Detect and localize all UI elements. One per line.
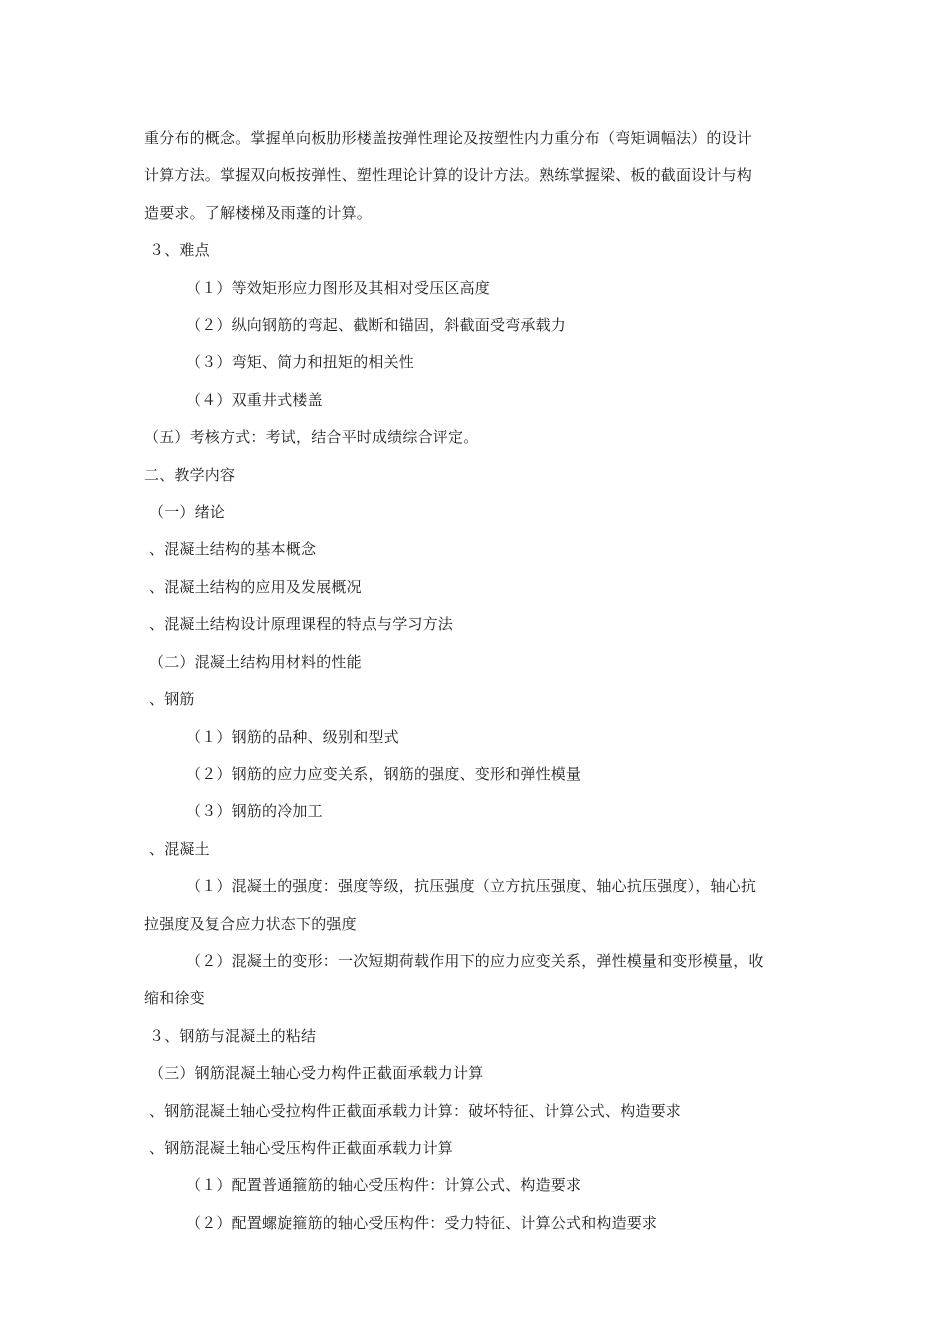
text-line: （２）钢筋的应力应变关系，钢筋的强度、变形和弹性模量 [186, 764, 582, 783]
text-line: ３、钢筋与混凝土的粘结 [149, 1026, 317, 1045]
text-line: （１）混凝土的强度：强度等级，抗压强度（立方抗压强度、轴心抗压强度），轴心抗 [186, 877, 757, 896]
text-line: 、钢筋混凝土轴心受拉构件正截面承载力计算：破坏特征、计算公式、构造要求 [149, 1101, 682, 1120]
text-line: 、混凝土 [149, 839, 210, 858]
text-line: 重分布的概念。掌握单向板肋形楼盖按弹性理论及按塑性内力重分布（弯矩调幅法）的设计 [144, 129, 753, 147]
text-line: （１）配置普通箍筋的轴心受压构件：计算公式、构造要求 [186, 1176, 582, 1195]
text-line: 二、教学内容 [144, 465, 236, 484]
text-line: 计算方法。掌握双向板按弹性、塑性理论计算的设计方法。熟练掌握梁、板的截面设计与构 [144, 166, 753, 185]
text-line: （三）钢筋混凝土轴心受力构件正截面承载力计算 [149, 1064, 484, 1083]
text-line: ３、难点 [149, 241, 210, 260]
text-line: （４）双重井式楼盖 [186, 390, 323, 409]
text-line: （３）钢筋的冷加工 [186, 802, 323, 821]
text-line: （１）等效矩形应力图形及其相对受压区高度 [186, 278, 491, 297]
document-body [144, 120, 810, 1242]
text-line: 、混凝土结构的应用及发展概况 [149, 577, 362, 596]
text-line: 造要求。了解楼梯及雨蓬的计算。 [144, 203, 373, 222]
text-line: （１）钢筋的品种、级别和型式 [186, 727, 399, 746]
text-line: （五）考核方式：考试，结合平时成绩综合评定。 [144, 428, 479, 447]
text-line: （２）混凝土的变形：一次短期荷载作用下的应力应变关系，弹性模量和变形模量，收 [186, 951, 764, 970]
text-line: 缩和徐变 [144, 989, 205, 1008]
text-line: （２）纵向钢筋的弯起、截断和锚固，斜截面受弯承载力 [186, 316, 567, 335]
text-line: 、钢筋混凝土轴心受压构件正截面承载力计算 [149, 1138, 454, 1157]
text-line: 、钢筋 [149, 690, 195, 709]
text-line: 拉强度及复合应力状态下的强度 [144, 914, 357, 933]
text-line: 、混凝土结构设计原理课程的特点与学习方法 [149, 615, 454, 634]
text-line: （一）绪论 [149, 503, 226, 522]
text-line: （２）配置螺旋箍筋的轴心受压构件：受力特征、计算公式和构造要求 [186, 1213, 658, 1232]
text-line: 、混凝土结构的基本概念 [149, 540, 317, 559]
text-line: （二）混凝土结构用材料的性能 [149, 652, 362, 671]
text-line: （３）弯矩、简力和扭矩的相关性 [186, 353, 415, 372]
